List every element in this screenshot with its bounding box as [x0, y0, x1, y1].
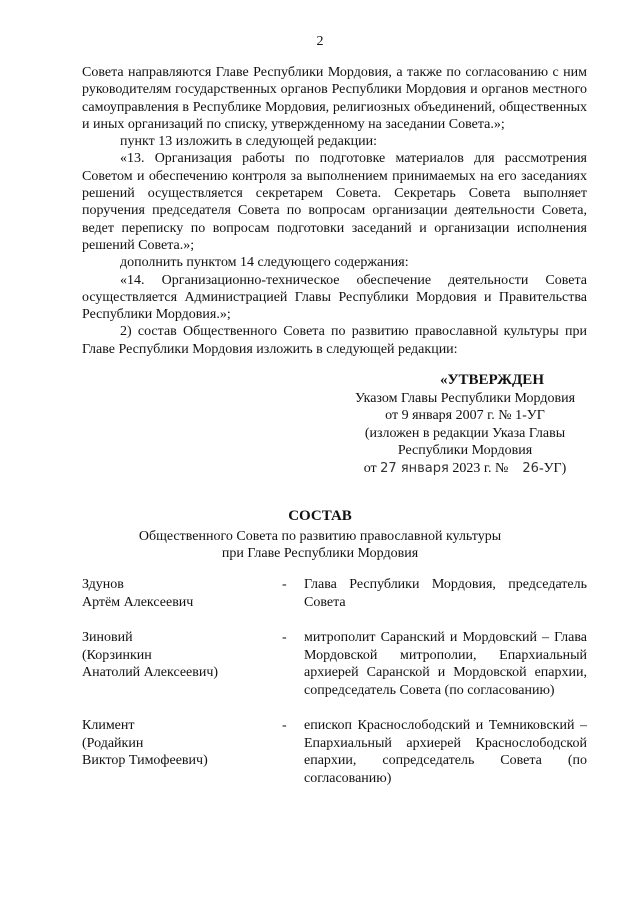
- member-name: [82, 629, 282, 699]
- paragraph: 2) состав Общественного Совета по развитию православной культуры при Главе Республики Мордовия изложить в следующей редакции:: [82, 324, 587, 357]
- member-name: [82, 576, 282, 611]
- paragraph: «14. Организационно-техническое обеспечение деятельности Совета осуществляется Администрацией Главы Республики Мордовия и Правительства Республики Мордовия.»;: [82, 272, 587, 323]
- member-name-line: Климент: [82, 718, 135, 733]
- date-mid: 2023 г. №: [452, 460, 509, 476]
- approval-line: Указом Главы Республики Мордовия: [354, 390, 576, 406]
- composition-title: СОСТАВ: [288, 508, 352, 524]
- member-row: [82, 576, 587, 611]
- body-text: [82, 64, 587, 358]
- composition-subtitle: при Главе Республики Мордовия: [221, 546, 419, 561]
- paragraph: пункт 13 изложить в следующей редакции:: [120, 134, 377, 150]
- approval-block: [340, 372, 590, 477]
- decree-number: 26: [522, 460, 539, 476]
- member-name-line: Виктор Тимофеевич): [82, 753, 208, 768]
- member-role: Глава Республики Мордовия, председатель Совета: [304, 577, 587, 610]
- approval-line: (изложен в редакции Указа Главы: [364, 425, 566, 441]
- member-row: [82, 629, 587, 699]
- date-prefix: от: [363, 460, 377, 476]
- approval-line: от 9 января 2007 г. № 1-УГ: [385, 408, 545, 423]
- paragraph: дополнить пунктом 14 следующего содержания:: [120, 255, 409, 271]
- member-name-line: Здунов: [82, 577, 124, 592]
- members-list: [82, 576, 587, 805]
- member-dash: -: [282, 630, 287, 645]
- approval-date-line: [340, 460, 590, 478]
- date-value: 27 января: [380, 460, 449, 476]
- member-row: [82, 717, 587, 787]
- member-name-line: (Родайкин: [82, 735, 144, 751]
- paragraph: Совета направляются Главе Республики Мордовия, а также по согласованию с ним руководителям государственных органов Республики Мордовия и органов местного самоуправления в Республике Мордовия, религиозных объединений, общественных и иных организаций по списку, утвержденному на заседании Совета.»;: [82, 65, 587, 132]
- composition-subtitle: Общественного Совета по развитию православной культуры: [138, 528, 502, 544]
- member-name: [82, 717, 282, 787]
- member-dash: -: [282, 577, 287, 592]
- composition-title-block: [0, 508, 640, 563]
- member-role: митрополит Саранский и Мордовский – Глава Мордовской митрополии, Епархиальный архиерей Саранской и Мордовской епархии, сопредседатель Совета (по согласованию): [304, 630, 587, 698]
- paragraph: «13. Организация работы по подготовке материалов для рассмотрения Советом и обеспечению контроля за выполнением принимаемых на его заседаниях решений осуществляется секретарем Совета. Секретарь Совета выполняет поручения председателя Совета по вопросам организации деятельности Совета, ведет переписку по вопросам подготовки заседаний и организации исполнения решений Совета.»;: [82, 151, 587, 253]
- approval-heading: «УТВЕРЖДЕН: [440, 372, 544, 388]
- member-role: епископ Краснослободский и Темниковский – Епархиальный архиерей Краснослободской епархии, сопредседатель Совета (по согласованию): [304, 718, 587, 786]
- member-name-line: Зиновий: [82, 630, 133, 645]
- member-name-line: Артём Алексеевич: [82, 594, 194, 610]
- number-suffix: -УГ): [538, 460, 567, 476]
- member-dash: -: [282, 718, 287, 733]
- member-name-line: Анатолий Алексеевич): [82, 665, 219, 680]
- member-name-line: (Корзинкин: [82, 647, 152, 663]
- approval-line: Республики Мордовия: [397, 443, 533, 458]
- page-number: 2: [316, 34, 324, 49]
